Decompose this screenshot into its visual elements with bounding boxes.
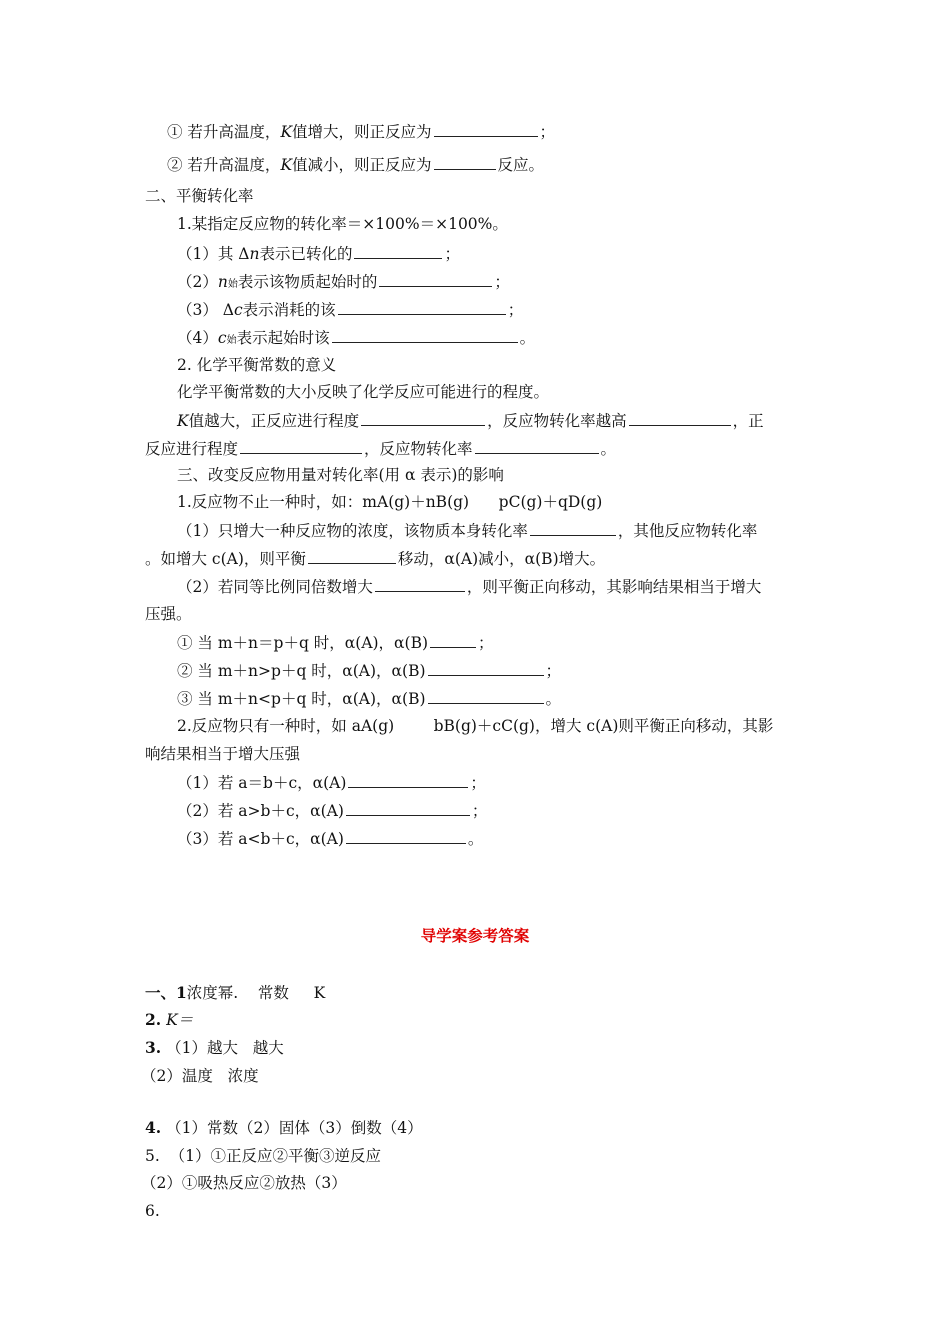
r2-end: ；	[471, 802, 488, 820]
case3-blank[interactable]	[428, 688, 544, 704]
sec3-case3	[177, 688, 561, 709]
case1-end: ；	[478, 634, 494, 652]
sec3-case1	[177, 632, 494, 653]
sec2-heading: 二、平衡转化率	[145, 187, 254, 205]
q1a-text: 值增大，则正反应为	[292, 123, 432, 141]
r1-end: ；	[470, 774, 486, 792]
p1-blank-2[interactable]	[308, 548, 396, 564]
q1b-prefix: ② 若升高温度，	[167, 156, 281, 174]
q1a-end: ；	[539, 123, 556, 141]
k-blank-4[interactable]	[475, 438, 599, 454]
k-blank-1[interactable]	[361, 410, 485, 426]
q1a-k: K	[280, 123, 293, 141]
sec3-r3	[177, 828, 483, 849]
q1a-prefix: ① 若升高温度，	[167, 123, 281, 141]
r3-text: （3）若 a<b＋c，α(A)	[177, 830, 344, 848]
r2-text: （2）若 a>b＋c，α(A)	[177, 802, 344, 820]
answer-3-num: 3.	[145, 1038, 162, 1057]
sec3-equation-1: mA(g)＋nB(g) pC(g)＋qD(g)	[362, 493, 603, 511]
sec3-item2-line2: 响结果相当于增大压强	[145, 745, 301, 763]
sec2-sub4	[177, 327, 535, 351]
sec3-r2	[177, 800, 487, 821]
sub1-text: 表示已转化的	[259, 245, 353, 263]
sub2-subscript: 始	[227, 279, 238, 290]
sub1-var: n	[249, 245, 260, 263]
sub4-prefix: （4）	[177, 329, 218, 347]
p1-b: ，其他反应物转化率	[617, 522, 758, 540]
r3-blank[interactable]	[346, 828, 466, 844]
case1-text: ① 当 m＋n＝p＋q 时，α(A)，α(B)	[177, 634, 429, 652]
k-line1-a: 值越大，正反应进行程度	[188, 412, 360, 430]
q1b-line	[167, 154, 544, 175]
k-line1-c: ，正	[732, 412, 764, 430]
case1-blank[interactable]	[430, 632, 476, 648]
q1b-end: 反应。	[497, 156, 545, 174]
sec3-r1	[177, 772, 486, 793]
sub1-prefix: （1）其 Δ	[177, 245, 250, 263]
r3-end: 。	[467, 830, 484, 848]
case3-end: 。	[545, 690, 562, 708]
sec3-p2-line2: 压强。	[145, 605, 192, 623]
answer-2-text: K＝	[166, 1011, 194, 1029]
sec3-p1-line2	[145, 548, 605, 569]
q1b-k: K	[280, 156, 293, 174]
q1b-text: 值减小，则正反应为	[292, 156, 432, 174]
p2-a: （2）若同等比例同倍数增大	[177, 578, 373, 596]
q1a-blank[interactable]	[434, 121, 538, 137]
p1-d: 移动，α(A)减小，α(B)增大。	[397, 550, 606, 568]
sec2-sub2	[177, 271, 510, 295]
answer-6: 6.	[145, 1202, 160, 1220]
sub3-var: c	[233, 301, 243, 319]
k-symbol: K	[177, 412, 189, 430]
sec3-p2-line1	[177, 576, 761, 597]
case2-blank[interactable]	[428, 660, 544, 676]
k-line2-b: ，反应物转化率	[364, 440, 473, 458]
sub4-text: 表示起始时该	[236, 329, 330, 347]
k-blank-2[interactable]	[629, 410, 731, 426]
case2-end: ；	[545, 662, 562, 680]
sec2-item2: 2. 化学平衡常数的意义	[177, 356, 337, 374]
p2-b: ，则平衡正向移动，其影响结果相当于增大	[466, 578, 762, 596]
answer-2	[145, 1010, 193, 1030]
p1-blank-1[interactable]	[530, 520, 616, 536]
p1-a: （1）只增大一种反应物的浓度，该物质本身转化率	[177, 522, 528, 540]
sub4-var: c	[217, 329, 227, 347]
sub1-blank[interactable]	[354, 243, 442, 259]
sec2-item2-text: 化学平衡常数的大小反映了化学反应可能进行的程度。	[177, 383, 550, 401]
p1-c: 。如增大 c(A)，则平衡	[145, 550, 306, 568]
sub2-text: 表示该物质起始时的	[237, 273, 378, 291]
sec2-sub1	[177, 243, 460, 264]
k-blank-3[interactable]	[240, 438, 362, 454]
sub4-end: 。	[519, 329, 536, 347]
sub3-prefix: （3） Δ	[177, 301, 234, 319]
answer-5: 5. （1）①正反应②平衡③逆反应	[145, 1147, 382, 1165]
answer-3	[145, 1038, 284, 1058]
sec3-item1-text: 1.反应物不止一种时，如：	[177, 493, 363, 511]
answer-4-text: （1）常数（2）固体（3）倒数（4）	[166, 1119, 423, 1137]
k-line2-c: 。	[600, 440, 617, 458]
sec2-item1: 1.某指定反应物的转化率＝×100%＝×100%。	[177, 215, 508, 233]
sub3-blank[interactable]	[338, 299, 506, 315]
answers-title: 导学案参考答案	[420, 927, 530, 945]
sec3-p1-line1	[177, 520, 757, 541]
answer-3b: （2）温度 浓度	[141, 1067, 259, 1085]
r1-blank[interactable]	[348, 772, 468, 788]
p2-blank[interactable]	[375, 576, 465, 592]
k-line2-a: 反应进行程度	[145, 440, 239, 458]
k-line1-b: ，反应物转化率越高	[487, 412, 627, 430]
sub2-end: ；	[494, 273, 510, 291]
answer-2-num: 2.	[145, 1010, 162, 1029]
k-meaning-line1	[177, 410, 764, 431]
case2-text: ② 当 m＋n>p＋q 时，α(A)，α(B)	[177, 662, 426, 680]
sub2-prefix: （2）	[177, 273, 218, 291]
answer-5b: （2）①吸热反应②放热（3）	[141, 1174, 347, 1192]
answer-1	[145, 983, 325, 1003]
r1-text: （1）若 a＝b＋c，α(A)	[177, 774, 347, 792]
answer-4-num: 4.	[145, 1118, 162, 1137]
k-meaning-line2	[145, 438, 616, 459]
sub4-subscript: 始	[226, 335, 237, 346]
answer-3-text: （1）越大 越大	[166, 1039, 284, 1057]
r2-blank[interactable]	[346, 800, 470, 816]
sec3-heading: 三、改变反应物用量对转化率(用 α 表示)的影响	[177, 466, 504, 484]
sec3-item2-line1: 2.反应物只有一种时，如 aA(g) bB(g)＋cC(g)，增大 c(A)则平衡正向移动，其影	[177, 717, 774, 735]
sub2-var: n	[217, 273, 228, 291]
answer-4	[145, 1118, 423, 1138]
sub3-text: 表示消耗的该	[242, 301, 336, 319]
sub2-blank[interactable]	[379, 271, 492, 287]
sub3-end: ；	[507, 301, 524, 319]
q1a-line	[167, 121, 555, 142]
case3-text: ③ 当 m＋n<p＋q 时，α(A)，α(B)	[177, 690, 426, 708]
sec2-sub3	[177, 299, 523, 320]
sub1-end: ；	[444, 245, 460, 263]
sec3-case2	[177, 660, 561, 681]
q1b-blank[interactable]	[434, 154, 496, 170]
sub4-blank[interactable]	[332, 327, 518, 343]
answer-1-num: 一、1	[145, 983, 187, 1002]
answer-1-text: 浓度幂. 常数 K	[186, 984, 326, 1002]
sec3-item1	[177, 492, 602, 512]
